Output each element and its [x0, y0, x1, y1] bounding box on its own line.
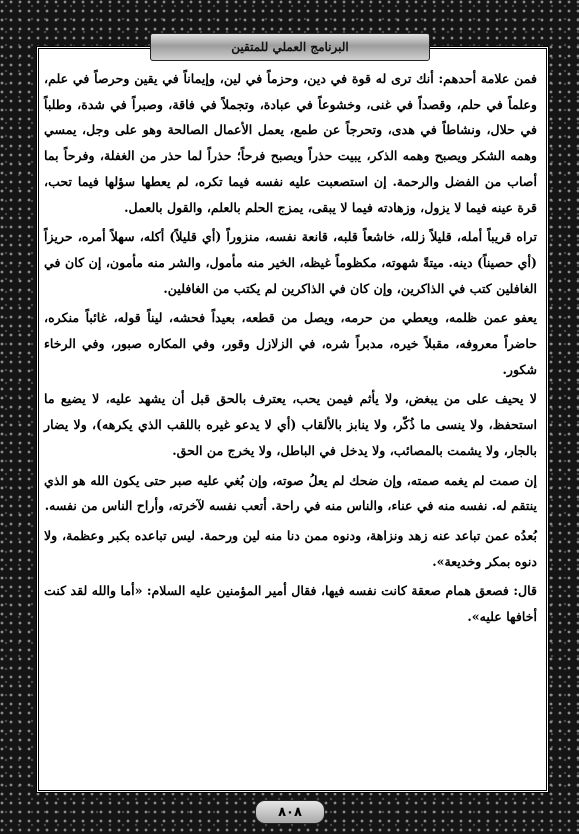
- paragraph-2: تراه قريباً أمله، قليلاً زلله، خاشعاً قلبه، قانعة نفسه، منزوراً (أي قليلاً) أكله، سهلاً أمره، حريزاً (أي حصيناً) دينه. ميتةً شهوته، مكظوماً غيظه، الخير منه مأمول، والشر منه مأمون، إن كان في الغافلين كتب في الذاكرين، وإن كان في الذاكرين لم يكتب من الغافلين.: [44, 229, 537, 296]
- paragraph-4: لا يحيف على من يبغض، ولا يأثم فيمن يحب، يعترف بالحق قبل أن يشهد عليه، لا يضيع ما استحفظ، ولا ينسى ما ذُكّر، ولا ينابز بالألقاب (أي لا يدعو غيره باللقب الذي يكرهه)، ولا يضار بالجار، ولا يشمت بالمصائب، ولا يدخل في الباطل، ولا يخرج من الحق.: [44, 391, 537, 458]
- paragraph-3: يعفو عمن ظلمه، ويعطي من حرمه، ويصل من قطعه، بعيداً فحشه، ليناً قوله، غائباً منكره، حاضراً معروفه، مقبلاً خيره، مدبراً شره، في الزلازل وقور، وفي المكاره صبور، وفي الرخاء شكور.: [44, 310, 537, 377]
- chapter-header: [150, 33, 430, 61]
- page-number-badge: [255, 800, 325, 824]
- page-number: ٨٠٨: [278, 804, 302, 820]
- chapter-title: البرنامج العملي للمتقين: [231, 40, 349, 54]
- paragraph-5: إن صمت لم يغمه صمته، وإن ضحك لم يعلُ صوته، وإن بُغي عليه صبر حتى يكون الله هو الذي ينتقم له. نفسه منه في عناء، والناس منه في راحة. أتعب نفسه لآخرته، وأراح الناس من نفسه.: [44, 472, 537, 514]
- paragraph-1: فمن علامة أحدهم: أنك ترى له قوة في دين، وحزماً في لين، وإيماناً في يقين وحرصاً في علم، وعلماً في حلم، وقصداً في غنى، وخشوعاً في عبادة، وتجملاً في فاقة، وصبراً في شدة، وطلباً في حلال، ونشاطاً في هدى، وتحرجاً عن طمع، يعمل الأعمال الصالحة وهو على وجل، يمسي وهمه الشكر ويصبح وهمه الذكر، يبيت حذراً ويصبح فرحاً؛ حذراً لما حذر من الغفلة، وفرحاً بما أصاب من الفضل والرحمة. إن استصعبت عليه نفسه فيما تكره، لم يعطها سؤلها فيما تحب، قرة عينه فيما لا يزول، وزهادته فيما لا يبقى، يمزج الحلم بالعلم، والقول بالعمل.: [44, 71, 537, 215]
- paragraph-6: بُعدُه عمن تباعد عنه زهد ونزاهة، ودنوه ممن دنا منه لين ورحمة. ليس تباعده بكبر وعظمة، ولا دنوه بمكر وخديعة».: [44, 527, 537, 569]
- body-text: [44, 66, 537, 784]
- paragraph-7: قال: فصعق همام صعقة كانت نفسه فيها، فقال أمير المؤمنين عليه السلام: «أما والله لقد كنت أخافها عليه».: [44, 583, 537, 625]
